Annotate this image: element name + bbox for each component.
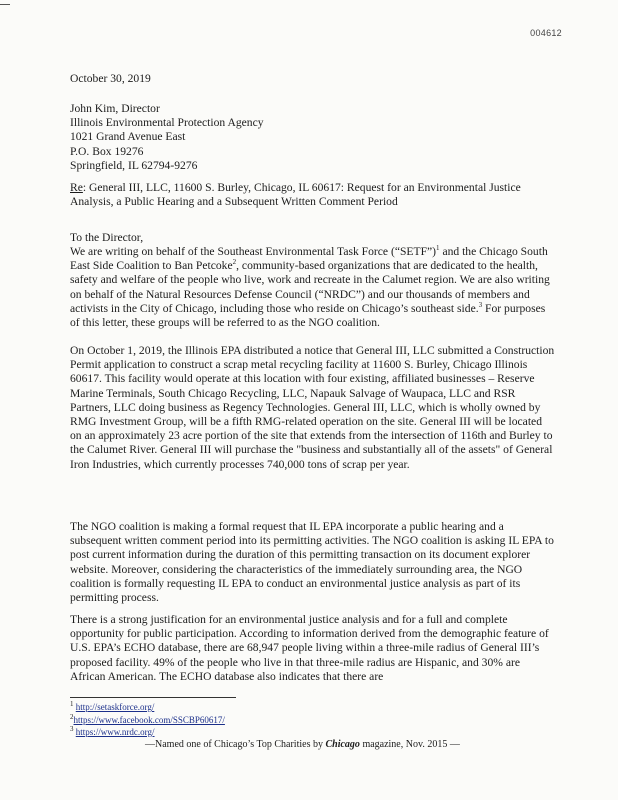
footnote-divider [70, 697, 236, 698]
bates-number: 004612 [530, 28, 562, 38]
footer-text: magazine, Nov. 2015 — [359, 739, 460, 750]
footnote-link[interactable]: https://www.nrdc.org/ [75, 727, 155, 737]
salutation: To the Director, [70, 231, 144, 244]
paragraph-justification: There is a strong justification for an environmental justice analysis and for a full and complete opportunity for public participation. According to information derived from the demographic feature of U.S. EPA’s ECHO database, there are 68,947 people living within a three-mile radius of General III’s proposed facility. 49% of the people who live in that three-mile radius are Hispanic, and 30% are African American. The ECHO database also indicates that there are [70, 613, 549, 683]
footnote [70, 726, 225, 739]
subject-line [70, 181, 552, 209]
footnote-number: 1 [70, 700, 74, 708]
footnote-link[interactable]: http://setaskforce.org/ [75, 702, 155, 712]
address-line: Springfield, IL 62794-9276 [70, 158, 198, 172]
letter-date: October 30, 2019 [70, 72, 151, 85]
paragraph-text: For purposes of this letter, these groups will be referred to as the NGO coalition. [70, 301, 546, 330]
footnote-ref: 2 [232, 258, 237, 267]
footnote-ref: 1 [436, 244, 440, 253]
address-line: 1021 Grand Avenue East [70, 130, 186, 144]
footer-text: —Named one of Chicago’s Top Charities by [145, 739, 326, 750]
recipient-address [70, 102, 264, 173]
paragraph-text: , community-based organizations that are dedicated to the health, safety and welfare of the people who live, work and recreate in the Calumet region. We are also writing on behalf of the Natural Resources Defense Council (“NRDC”) and our thousands of members and activists in the City of Chicago, including those who reside on Chicago’s southeast side. [70, 259, 550, 315]
subject-label: Re [70, 181, 83, 194]
address-line: P.O. Box 19276 [70, 144, 144, 158]
footnote-link[interactable]: https://www.facebook.com/SSCBP60617/ [73, 714, 225, 725]
footnote [70, 701, 225, 714]
paragraph-request: The NGO coalition is making a formal request that IL EPA incorporate a public hearing and a subsequent written comment period into its permitting activities. The NGO coalition is asking IL EPA to post current information during the duration of this permitting transaction on its document explorer website. Moreover, considering the characteristics of the immediately surrounding area, the NGO coalition is formally requesting IL EPA to conduct an environmental justice analysis as part of its permitting process. [70, 520, 554, 605]
paragraph-text: and the Chicago South East Side Coalition to Ban Petcoke [70, 245, 548, 273]
page-footer [145, 738, 460, 752]
footnote [70, 714, 225, 727]
scan-corner-mark [0, 4, 10, 5]
footnotes [70, 701, 225, 739]
address-line: John Kim, Director [70, 102, 160, 115]
address-line: Illinois Environmental Protection Agency [70, 116, 264, 130]
paragraph-text: We are writing on behalf of the Southeast Environmental Task Force (“SETF”) [70, 245, 437, 258]
subject-text: : General III, LLC, 11600 S. Burley, Chicago, IL 60617: Request for an Environmental Justice Analysis, a Public Hearing and a Subsequent Written Comment Period [70, 181, 521, 209]
footnote-number: 3 [70, 725, 74, 733]
footnote-number: 2 [70, 712, 74, 721]
paragraph-intro [70, 245, 556, 330]
paragraph-permit-notice: On October 1, 2019, the Illinois EPA distributed a notice that General III, LLC submitted a Construction Permit application to construct a scrap metal recycling facility at 11600 S. Burley, Chicago Illinois 60617. This facility would operate at this location with four existing, affiliated businesses – Reserve Marine Terminals, South Chicago Recycling, LLC, Napauk Salvage of Waupaca, LLC and RSR Partners, LLC doing business as Regency Technologies. General III, LLC, which is wholly owned by RMG Investment Group, will be a fifth RMG-related operation on the site. General III will be located on an approximately 23 acre portion of the site that extends from the intersection of 116th and Burley to the Calumet River. General III will purchase the "business and substantially all of the assets" of General Iron Industries, which currently processes 740,000 tons of scrap per year. [70, 344, 555, 471]
footnote-ref: 3 [478, 300, 483, 309]
footer-magazine: Chicago [325, 739, 360, 750]
